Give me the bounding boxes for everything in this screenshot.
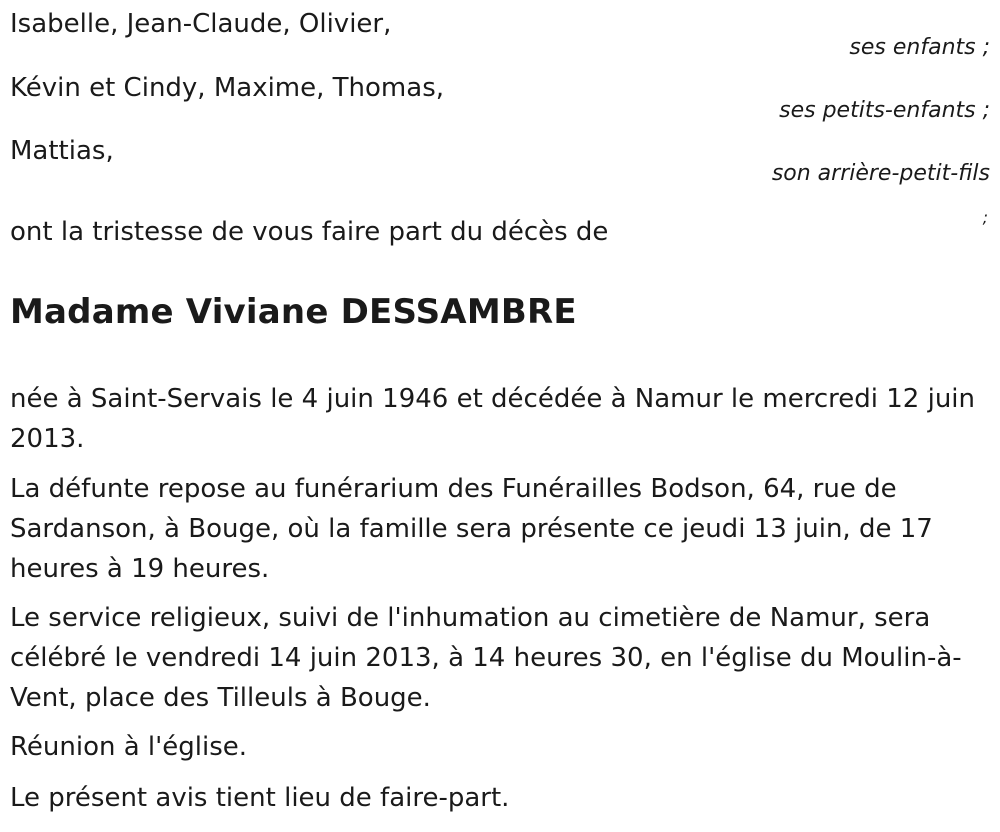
visitation-paragraph: La défunte repose au funérarium des Funérailles Bodson, 64, rue de Sardanson, à Bouge, où la famille sera présente ce jeudi 13 juin, de 17 heures à 19 heures. [10,474,933,584]
children-role: ses enfants ; [849,35,990,60]
birth-death-paragraph: née à Saint-Servais le 4 juin 1946 et décédée à Namur le mercredi 12 juin 2013. [10,384,976,454]
grandchildren-names: Kévin et Cindy, Maxime, Thomas, [10,73,445,103]
grandchildren-role: ses petits-enfants ; [779,98,990,123]
children-names: Isabelle, Jean-Claude, Olivier, [10,9,392,39]
meeting-paragraph: Réunion à l'église. [10,732,248,762]
greatgrandchild-role-semicolon: ; [982,208,988,227]
greatgrandchild-names: Mattias, [10,136,114,166]
announcement-text: ont la tristesse de vous faire part du décès de [10,217,609,247]
greatgrandchild-role: son arrière-petit-fils [771,161,990,186]
service-paragraph: Le service religieux, suivi de l'inhumation au cimetière de Namur, sera célébré le vendredi 14 juin 2013, à 14 heures 30, en l'église du Moulin-à-Vent, place des Tilleuls à Bouge. [10,603,962,713]
notice-paragraph: Le présent avis tient lieu de faire-part. [10,783,510,813]
deceased-name: Madame Viviane DESSAMBRE [10,292,577,332]
